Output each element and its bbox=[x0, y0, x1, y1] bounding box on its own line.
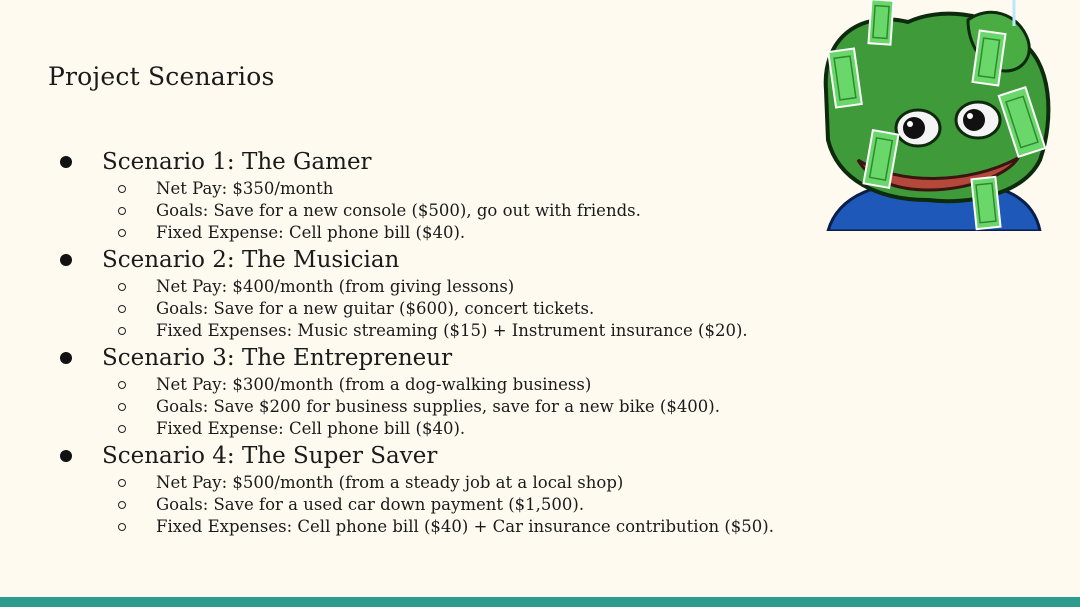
sub-bullet-icon bbox=[118, 305, 126, 313]
detail-text: Goals: Save for a new console ($500), go out with friends. bbox=[156, 201, 641, 220]
detail-item bbox=[56, 374, 816, 396]
sub-bullet-icon bbox=[118, 479, 126, 487]
sub-bullet-icon bbox=[118, 381, 126, 389]
footer-accent-bar bbox=[0, 597, 1080, 607]
detail-text: Fixed Expenses: Cell phone bill ($40) + Car insurance contribution ($50). bbox=[156, 517, 774, 536]
scenario-list bbox=[56, 146, 816, 538]
detail-text: Net Pay: $400/month (from giving lessons) bbox=[156, 277, 515, 296]
sub-bullet-icon bbox=[118, 327, 126, 335]
detail-item bbox=[56, 320, 816, 342]
detail-item bbox=[56, 418, 816, 440]
sub-bullet-icon bbox=[118, 207, 126, 215]
detail-text: Goals: Save $200 for business supplies, save for a new bike ($400). bbox=[156, 397, 720, 416]
slide-title: Project Scenarios bbox=[48, 62, 275, 91]
detail-item bbox=[56, 298, 816, 320]
detail-item bbox=[56, 200, 816, 222]
scenario-label: Scenario 1: The Gamer bbox=[102, 149, 372, 175]
bullet-icon bbox=[60, 450, 72, 462]
detail-item bbox=[56, 276, 816, 298]
sub-bullet-icon bbox=[118, 425, 126, 433]
scenario-item bbox=[56, 244, 816, 342]
sub-bullet-icon bbox=[118, 229, 126, 237]
scenario-label: Scenario 3: The Entrepreneur bbox=[102, 345, 453, 371]
scenario-details bbox=[56, 276, 816, 342]
sub-bullet-icon bbox=[118, 283, 126, 291]
scenario-details bbox=[56, 178, 816, 244]
bullet-icon bbox=[60, 254, 72, 266]
detail-text: Fixed Expense: Cell phone bill ($40). bbox=[156, 223, 466, 242]
scenario-label: Scenario 4: The Super Saver bbox=[102, 443, 438, 469]
detail-text: Fixed Expense: Cell phone bill ($40). bbox=[156, 419, 466, 438]
scenario-item bbox=[56, 440, 816, 538]
scenario-details bbox=[56, 374, 816, 440]
scenario-label: Scenario 2: The Musician bbox=[102, 247, 400, 273]
frog-with-money-image bbox=[818, 0, 1054, 231]
detail-text: Net Pay: $350/month bbox=[156, 179, 334, 198]
detail-item bbox=[56, 222, 816, 244]
detail-text: Goals: Save for a used car down payment ($1,500). bbox=[156, 495, 585, 514]
scenario-details bbox=[56, 472, 816, 538]
scenario-item bbox=[56, 146, 816, 244]
detail-item bbox=[56, 494, 816, 516]
detail-text: Net Pay: $500/month (from a steady job at a local shop) bbox=[156, 473, 624, 492]
sub-bullet-icon bbox=[118, 501, 126, 509]
detail-item bbox=[56, 516, 816, 538]
sub-bullet-icon bbox=[118, 403, 126, 411]
scenario-item bbox=[56, 342, 816, 440]
sub-bullet-icon bbox=[118, 185, 126, 193]
detail-text: Goals: Save for a new guitar ($600), concert tickets. bbox=[156, 299, 595, 318]
detail-text: Fixed Expenses: Music streaming ($15) + Instrument insurance ($20). bbox=[156, 321, 748, 340]
bullet-icon bbox=[60, 156, 72, 168]
detail-text: Net Pay: $300/month (from a dog-walking business) bbox=[156, 375, 592, 394]
sub-bullet-icon bbox=[118, 523, 126, 531]
detail-item bbox=[56, 396, 816, 418]
detail-item bbox=[56, 472, 816, 494]
bullet-icon bbox=[60, 352, 72, 364]
detail-item bbox=[56, 178, 816, 200]
